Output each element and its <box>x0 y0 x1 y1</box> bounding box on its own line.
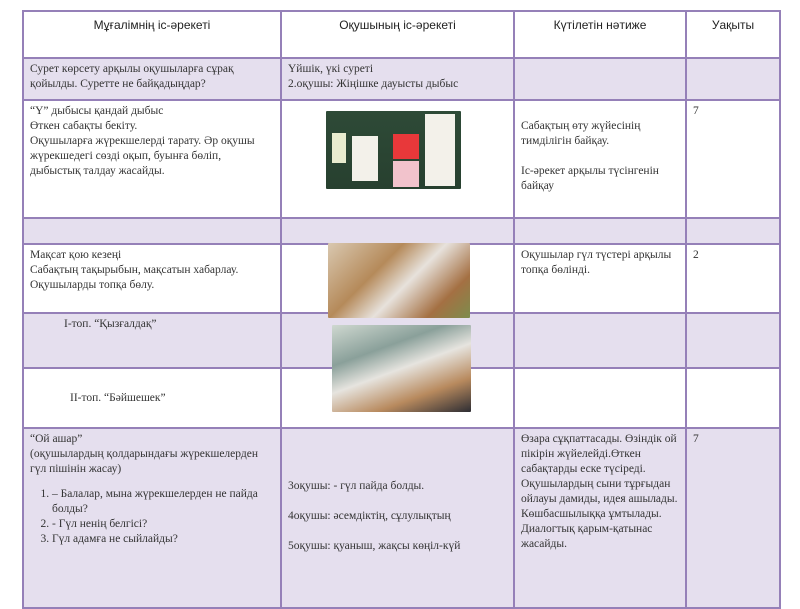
table-row <box>23 218 780 244</box>
student-text: 5оқушы: қуаныш, жақсы көңіл-күй <box>288 540 461 552</box>
time-cell: 7 <box>686 428 780 608</box>
teacher-text: “Ү” дыбысы қандай дыбыс <box>30 105 164 117</box>
teacher-text: Оқушыларға жүрекшелерді тарату. Әр оқушы жүрекшедегі сөзді оқып, буынға бөліп, дыбыстық талдау жасайды. <box>30 135 255 177</box>
result-text: Сабақтың өту жүйесінің тимділігін байқау. <box>521 120 641 147</box>
classroom-board-photo <box>326 111 461 189</box>
question-list <box>30 487 274 547</box>
students-photo-2 <box>332 325 471 412</box>
question-item: 2. - Гүл ненің белгісі? <box>52 517 274 532</box>
header-student: Оқушының іс-әрекеті <box>281 11 514 58</box>
result-cell <box>514 58 686 100</box>
student-text: 4оқушы: әсемдіктің, сұлулықтың <box>288 510 451 522</box>
result-cell: Оқушылар гүл түстері арқылы топқа бөлінді. <box>514 244 686 313</box>
time-cell: 7 <box>686 100 780 218</box>
student-cell <box>281 58 514 100</box>
teacher-text: “Ой ашар” <box>30 433 83 445</box>
teacher-text: Сабақтың тақырыбын, мақсатын хабарлау. <box>30 264 239 276</box>
teacher-cell <box>23 428 281 608</box>
result-cell <box>514 100 686 218</box>
student-text: 2.оқушы: Жіңішке дауысты дыбыс <box>288 78 459 90</box>
header-teacher: Мұғалімнің іс-әрекеті <box>23 11 281 58</box>
time-cell: 2 <box>686 244 780 313</box>
group-1-label: І-топ. “Қызғалдақ” <box>23 313 281 368</box>
header-row <box>23 11 780 58</box>
time-cell <box>686 58 780 100</box>
teacher-cell <box>23 244 281 313</box>
teacher-text: (оқушылардың қолдарындағы жүрекшелерден гүл пішінін жасау) <box>30 448 258 475</box>
table-row <box>23 428 780 608</box>
students-photo-1 <box>328 243 470 318</box>
question-item: 1. – Балалар, мына жүрекшелерден не пайда болды? <box>52 487 274 517</box>
teacher-text: Мақсат қою кезеңі <box>30 249 122 261</box>
teacher-text: Оқушыларды топқа бөлу. <box>30 279 155 291</box>
teacher-cell <box>23 100 281 218</box>
student-text: Үйшік, үкі суреті <box>288 63 374 75</box>
header-time: Уақыты <box>686 11 780 58</box>
header-result: Күтілетін нәтиже <box>514 11 686 58</box>
student-cell <box>281 428 514 608</box>
group-2-label: ІІ-топ. “Бәйшешек” <box>23 368 281 428</box>
teacher-text: Өткен сабақты бекіту. <box>30 120 138 132</box>
student-text: 3оқушы: - гүл пайда болды. <box>288 480 425 492</box>
result-cell: Өзара сұқпаттасады. Өзіндік ой пікірін жүйелейді.Өткен сабақтарды еске түсіреді. Оқушылардың сыни тұрғыдан ойлауы дамиды, идея ашылады. Көшбасшылыққа ұмтылады. Диалогтық қарым-қатынас жасайды. <box>514 428 686 608</box>
table-row <box>23 58 780 100</box>
result-text: Іс-әрекет арқылы түсінгенін байқау <box>521 165 659 192</box>
teacher-cell: Сурет көрсету арқылы оқушыларға сұрақ қойылды. Суретте не байқадыңдар? <box>23 58 281 100</box>
question-item: 3. Гүл адамға не сыйлайды? <box>52 532 274 547</box>
